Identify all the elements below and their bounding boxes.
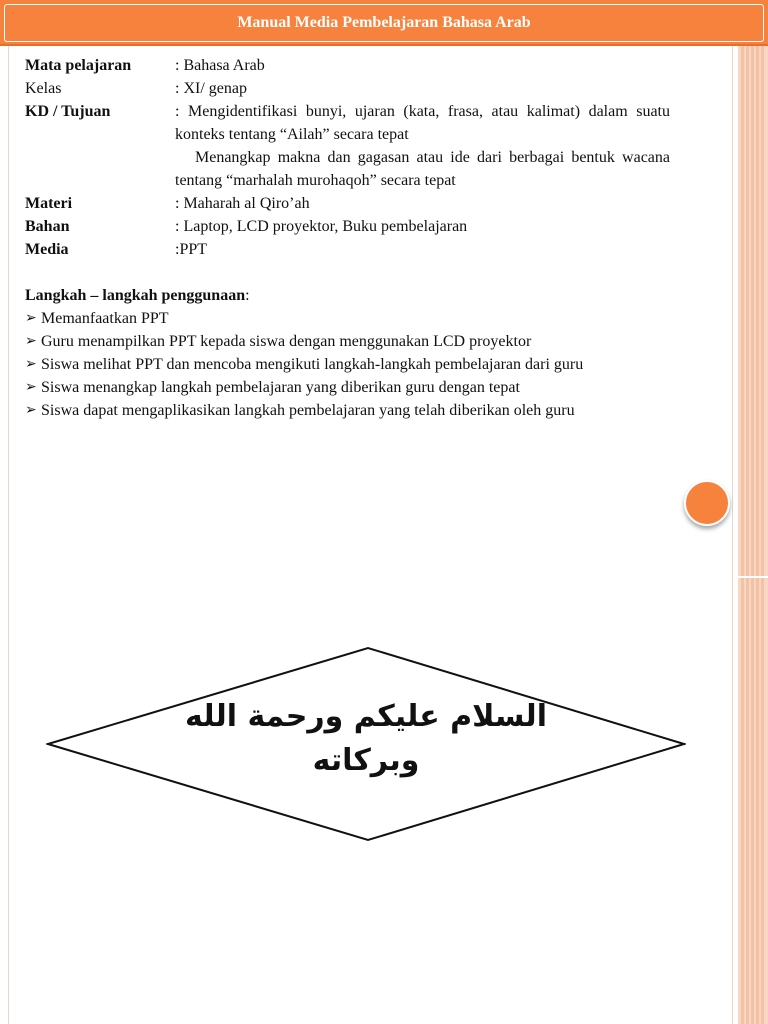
- material-value: : Maharah al Qiro’ah: [175, 195, 310, 212]
- greeting-line-2: وبركاته: [312, 743, 420, 778]
- list-item: [25, 353, 670, 376]
- arrow-bullet-icon: ➢: [25, 380, 37, 395]
- media-label: Media: [25, 241, 69, 258]
- side-stripe: [741, 46, 744, 1024]
- orange-circle-icon: [684, 480, 730, 526]
- class-label: Kelas: [25, 80, 62, 97]
- lesson-info: [25, 54, 670, 422]
- step-text: Guru menampilkan PPT kepada siswa dengan menggunakan LCD proyektor: [41, 333, 532, 350]
- kd-value: : Mengidentifikasi bunyi, ujaran (kata, frasa, atau kalimat) dalam suatu konteks tentang “Ailah” secara tepat: [175, 103, 670, 143]
- side-stripe: [746, 46, 749, 1024]
- list-item: [25, 330, 670, 353]
- page-title: Manual Media Pembelajaran Bahasa Arab: [237, 14, 531, 31]
- supplies-value: : Laptop, LCD proyektor, Buku pembelajaran: [175, 218, 468, 235]
- arrow-bullet-icon: ➢: [25, 403, 37, 418]
- steps-heading: [25, 284, 670, 307]
- greeting-line-1: السلام عليكم ورحمة الله: [185, 699, 547, 734]
- arabic-greeting: [46, 695, 686, 783]
- step-text: Siswa dapat mengaplikasikan langkah pembelajaran yang telah diberikan oleh guru: [41, 402, 575, 419]
- side-divider: [738, 576, 768, 578]
- right-border: [732, 46, 733, 1024]
- side-stripe: [761, 46, 764, 1024]
- kd-value-line2: Menangkap makna dan gagasan atau ide dari berbagai bentuk wacana tentang “marhalah murohaqoh” secara tepat: [175, 149, 670, 189]
- media-value: :PPT: [175, 241, 208, 258]
- header-frame: [4, 4, 764, 42]
- subject-value: : Bahasa Arab: [175, 57, 265, 74]
- info-row-kd: [25, 100, 670, 146]
- info-row-material: [25, 192, 670, 215]
- side-stripe: [756, 46, 759, 1024]
- class-value: : XI/ genap: [175, 80, 247, 97]
- list-item: [25, 307, 670, 330]
- kd-label: KD / Tujuan: [25, 103, 111, 120]
- step-text: Siswa menangkap langkah pembelajaran yang diberikan guru dengan tepat: [41, 379, 520, 396]
- list-item: [25, 376, 670, 399]
- steps-title-colon: :: [245, 287, 250, 304]
- subject-label: Mata pelajaran: [25, 57, 132, 74]
- info-row-media: [25, 238, 670, 261]
- info-row-class: [25, 77, 670, 100]
- left-border: [8, 46, 9, 1024]
- steps-title: Langkah – langkah penggunaan: [25, 287, 246, 304]
- kd-value-continued: [175, 146, 670, 192]
- list-item: [25, 399, 670, 422]
- side-stripe: [751, 46, 754, 1024]
- info-row-subject: [25, 54, 670, 77]
- material-label: Materi: [25, 195, 73, 212]
- arrow-bullet-icon: ➢: [25, 357, 37, 372]
- header-bar: [0, 0, 768, 46]
- arrow-bullet-icon: ➢: [25, 311, 37, 326]
- step-text: Siswa melihat PPT dan mencoba mengikuti langkah-langkah pembelajaran dari guru: [41, 356, 584, 373]
- step-text: Memanfaatkan PPT: [41, 310, 169, 327]
- arrow-bullet-icon: ➢: [25, 334, 37, 349]
- info-row-supplies: [25, 215, 670, 238]
- supplies-label: Bahan: [25, 218, 70, 235]
